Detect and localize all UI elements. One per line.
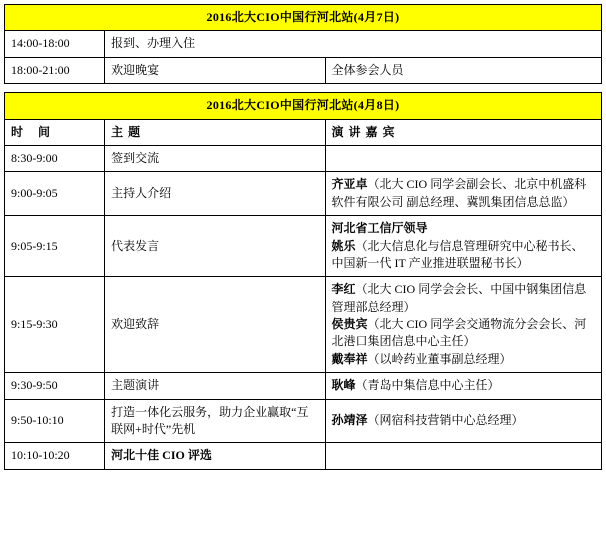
column-header-time: 时 间 [5,119,105,145]
banner-day2: 2016北大CIO中国行河北站(4月8日) [5,93,602,119]
cell-time: 18:00-21:00 [5,57,105,83]
speaker-title: （以岭药业董事副总经理） [367,351,512,366]
speaker-name: 李红 [331,282,356,297]
table-row [5,172,602,216]
cell-guest [325,399,601,443]
table-row [5,399,602,443]
speaker-name: 姚乐 [331,238,356,253]
agenda-rows-day2 [5,145,602,469]
cell-topic: 欢迎晚宴 [105,57,325,83]
cell-guest [325,216,601,277]
speaker-title: （北大 CIO 同学会会长、中国中钢集团信息管理部总经理） [331,282,587,314]
speaker-name: 孙靖泽 [331,413,368,428]
banner-row-day2 [5,93,602,119]
speaker-title: （网宿科技营销中心总经理） [367,413,524,428]
agenda-table-day1 [4,4,602,84]
cell-topic: 打造一体化云服务，助力企业赢取“互联网+时代”先机 [105,399,325,443]
banner-day1: 2016北大CIO中国行河北站(4月7日) [5,5,602,31]
column-header-topic: 主 题 [105,119,325,145]
cell-guest [325,145,601,171]
speaker-name: 耿峰 [331,378,356,393]
cell-time: 8:30-9:00 [5,145,105,171]
speaker-name: 侯贵宾 [331,317,368,332]
banner-row-day1 [5,5,602,31]
cell-time: 9:50-10:10 [5,399,105,443]
cell-guest [325,443,601,469]
cell-time: 9:05-9:15 [5,216,105,277]
speaker-name: 戴奉祥 [331,351,368,366]
table-row [5,443,602,469]
column-header-guest: 演 讲 嘉 宾 [325,119,601,145]
speaker-title: （青岛中集信息中心主任） [355,378,500,393]
table-row [5,277,602,373]
cell-topic: 主持人介绍 [105,172,325,216]
header-row [5,119,602,145]
cell-time: 14:00-18:00 [5,31,105,57]
cell-time: 9:15-9:30 [5,277,105,373]
cell-topic: 报到、办理入住 [105,31,602,57]
speaker-name: 齐亚卓 [331,177,368,192]
agenda-table-day2 [4,92,602,470]
cell-topic: 欢迎致辞 [105,277,325,373]
cell-time: 9:00-9:05 [5,172,105,216]
cell-guest [325,172,601,216]
cell-topic: 代表发言 [105,216,325,277]
cell-guest [325,373,601,399]
table-row [5,57,602,83]
table-row [5,216,602,277]
cell-topic: 主题演讲 [105,373,325,399]
cell-topic: 签到交流 [105,145,325,171]
speaker-title: （北大信息化与信息管理研究中心秘书长、中国新一代 IT 产业推进联盟秘书长） [331,238,584,270]
table-row [5,373,602,399]
speaker-title: （北大 CIO 同学会副会长、北京中机盛科软件有限公司 副总经理、冀凯集团信息总监） [331,177,587,209]
table-row [5,145,602,171]
table-row [5,31,602,57]
speaker-name: 河北省工信厅领导 [331,221,428,236]
cell-time: 10:10-10:20 [5,443,105,469]
cell-guest [325,277,601,373]
speaker-title: （北大 CIO 同学会交通物流分会会长、河北港口集团信息中心主任） [331,317,587,349]
cell-topic: 河北十佳 CIO 评选 [105,443,325,469]
cell-guest: 全体参会人员 [325,57,601,83]
cell-time: 9:30-9:50 [5,373,105,399]
